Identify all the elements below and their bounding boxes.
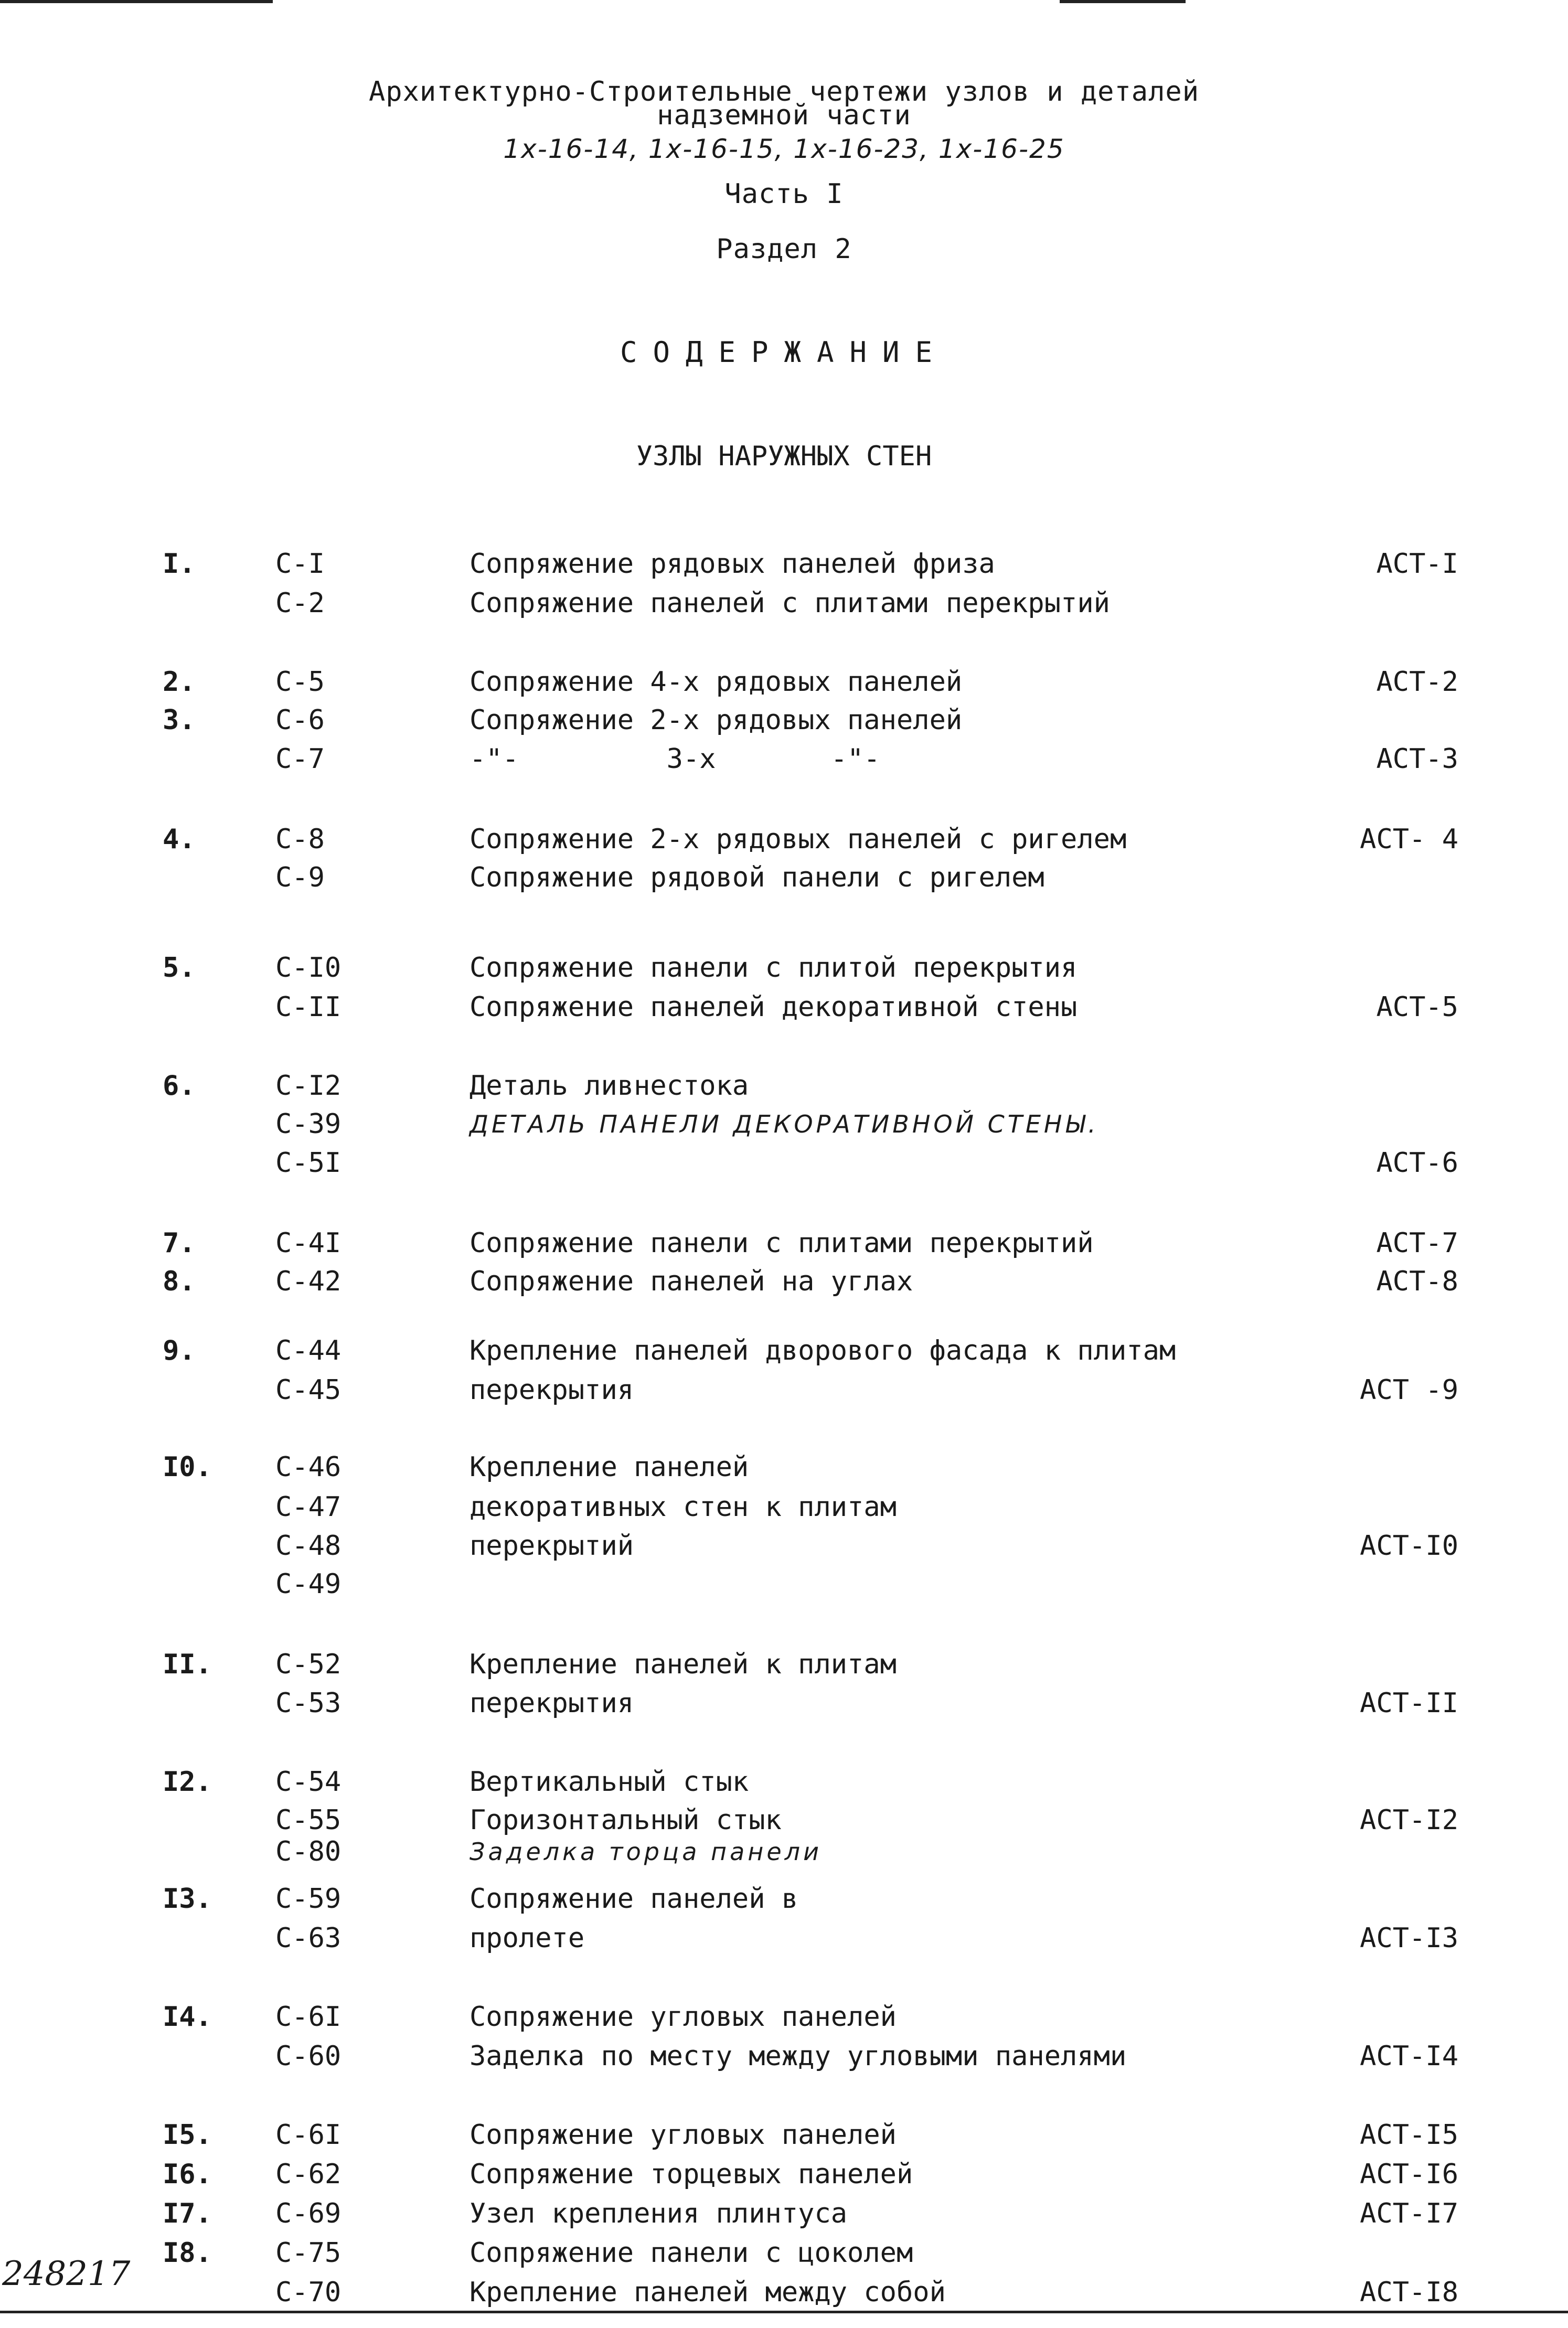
node-description: Сопряжение панели с плитами перекрытий [470, 1227, 1094, 1259]
node-code: С-49 [275, 1568, 342, 1600]
table-row [0, 2038, 1568, 2075]
row-number: 9. [163, 1335, 196, 1366]
section-title: УЗЛЫ НАРУЖНЫХ СТЕН [636, 441, 932, 472]
node-description: Сопряжение панелей с плитами перекрытий [470, 588, 1110, 619]
node-description: Деталь ливнестока [470, 1070, 749, 1102]
section-label: Раздел 2 [716, 233, 852, 265]
node-description: Горизонтальный стык [470, 1804, 782, 1836]
node-code: С-7 [275, 743, 325, 775]
node-code: С-2 [275, 588, 325, 619]
node-code: С-6I [275, 2119, 342, 2151]
node-description: пролете [470, 1923, 585, 1954]
node-code: С-54 [275, 1766, 342, 1798]
row-number: 2. [163, 666, 196, 698]
sheet-reference: АСТ-I5 [1360, 2119, 1458, 2151]
node-code: С-75 [275, 2237, 342, 2269]
archive-stamp-number: 248217 [2, 2255, 131, 2293]
row-number: I5. [163, 2119, 212, 2151]
node-code: С-63 [275, 1923, 342, 1954]
contents-title: СОДЕРЖАНИЕ [620, 336, 948, 369]
table-row [0, 1566, 1568, 1603]
node-code: С-69 [275, 2198, 342, 2229]
table-row [0, 859, 1568, 896]
table-row [0, 1489, 1568, 1525]
node-description: Крепление панелей [470, 1451, 749, 1483]
node-code: С-59 [275, 1883, 342, 1915]
node-description: Сопряжение 2-х рядовых панелей [470, 704, 963, 736]
table-row [0, 1764, 1568, 1800]
row-number: 6. [163, 1070, 196, 1102]
table-row [0, 1999, 1568, 2035]
header-title-line1: Архитектурно-Строительные чертежи узлов и деталей [368, 76, 1200, 108]
row-number: I6. [163, 2159, 212, 2190]
table-row [0, 1067, 1568, 1104]
bottom-rule [0, 2311, 1568, 2313]
table-row [0, 989, 1568, 1026]
node-description: перекрытия [470, 1688, 634, 1719]
node-code: С-53 [275, 1688, 342, 1719]
node-description: Сопряжение рядовых панелей фриза [470, 548, 995, 580]
node-code: С-I0 [275, 952, 342, 984]
row-number: I3. [163, 1883, 212, 1915]
row-number: I2. [163, 1766, 212, 1798]
table-row [0, 1528, 1568, 1564]
node-description: перекрытия [470, 1374, 634, 1406]
row-number: 4. [163, 824, 196, 855]
node-description: Сопряжение торцевых панелей [470, 2159, 913, 2190]
node-description: Заделка торца панели [470, 1838, 822, 1866]
node-code: С-44 [275, 1335, 342, 1366]
node-code: С-9 [275, 862, 325, 893]
node-code: С-52 [275, 1649, 342, 1680]
table-row [0, 1263, 1568, 1300]
node-description: Крепление панелей дворового фасада к плитам [470, 1335, 1176, 1366]
sheet-reference: АСТ-I2 [1360, 1804, 1458, 1836]
node-description: Крепление панелей к плитам [470, 1649, 897, 1680]
table-row [0, 1449, 1568, 1486]
sheet-reference: АСТ-5 [1376, 991, 1458, 1023]
node-code: С-45 [275, 1374, 342, 1406]
series-numbers: 1х-16-14, 1х-16-15, 1х-16-23, 1х-16-25 [503, 134, 1065, 164]
node-code: С-48 [275, 1530, 342, 1562]
node-code: С-6I [275, 2001, 342, 2033]
node-code: С-80 [275, 1836, 342, 1867]
sheet-reference: АСТ-II [1360, 1688, 1458, 1719]
sheet-reference: АСТ-I8 [1360, 2277, 1458, 2308]
table-row [0, 702, 1568, 739]
top-edge-mark-left [0, 0, 273, 3]
node-description: Заделка по месту между угловыми панелями [470, 2041, 1127, 2072]
node-description: Узел крепления плинтуса [470, 2198, 848, 2229]
table-row [0, 1685, 1568, 1722]
node-code: С-5 [275, 666, 325, 698]
sheet-reference: АСТ- 4 [1360, 824, 1458, 855]
sheet-reference: АСТ-I4 [1360, 2041, 1458, 2072]
table-row [0, 2156, 1568, 2193]
table-row [0, 2274, 1568, 2311]
table-row [0, 1881, 1568, 1917]
node-code: С-42 [275, 1266, 342, 1297]
table-row [0, 585, 1568, 622]
table-row [0, 546, 1568, 582]
sheet-reference: АСТ-I3 [1360, 1923, 1458, 1954]
table-row [0, 2195, 1568, 2232]
part-label: Часть I [724, 178, 844, 210]
table-row [0, 1372, 1568, 1408]
node-code: С-I [275, 548, 325, 580]
row-number: I0. [163, 1451, 212, 1483]
node-description: декоративных стен к плитам [470, 1491, 897, 1523]
row-number: II. [163, 1649, 212, 1680]
node-code: С-8 [275, 824, 325, 855]
table-row [0, 1833, 1568, 1870]
table-row [0, 1920, 1568, 1957]
node-code: С-62 [275, 2159, 342, 2190]
table-row [0, 741, 1568, 777]
node-code: С-39 [275, 1108, 342, 1140]
table-row [0, 664, 1568, 700]
node-code: С-47 [275, 1491, 342, 1523]
node-code: С-5I [275, 1147, 342, 1179]
node-description: ДЕТАЛЬ ПАНЕЛИ ДЕКОРАТИВНОЙ СТЕНЫ. [470, 1110, 1099, 1138]
table-row [0, 821, 1568, 858]
row-number: I. [163, 548, 196, 580]
header-title-line2: надземной части [657, 100, 911, 131]
row-number: 3. [163, 704, 196, 736]
node-code: С-II [275, 991, 342, 1023]
table-row [0, 1646, 1568, 1683]
node-description: Сопряжение панелей на углах [470, 1266, 913, 1297]
node-code: С-4I [275, 1227, 342, 1259]
node-code: С-46 [275, 1451, 342, 1483]
node-code: С-70 [275, 2277, 342, 2308]
row-number: 8. [163, 1266, 196, 1297]
row-number: 5. [163, 952, 196, 984]
node-description: Сопряжение панели с плитой перекрытия [470, 952, 1078, 984]
sheet-reference: АСТ-I6 [1360, 2159, 1458, 2190]
sheet-reference: АСТ-3 [1376, 743, 1458, 775]
node-description: Сопряжение панели с цоколем [470, 2237, 913, 2269]
sheet-reference: АСТ-2 [1376, 666, 1458, 698]
row-number: I8. [163, 2237, 212, 2269]
table-row [0, 2235, 1568, 2271]
row-number: I7. [163, 2198, 212, 2229]
row-number: I4. [163, 2001, 212, 2033]
sheet-reference: АСТ-I0 [1360, 1530, 1458, 1562]
sheet-reference: АСТ -9 [1360, 1374, 1458, 1406]
table-row [0, 1225, 1568, 1262]
sheet-reference: АСТ-I [1376, 548, 1458, 580]
node-description: Сопряжение панелей декоративной стены [470, 991, 1078, 1023]
node-description: Сопряжение 2-х рядовых панелей с ригелем [470, 824, 1127, 855]
node-code: С-60 [275, 2041, 342, 2072]
table-row [0, 949, 1568, 986]
node-description: Сопряжение 4-х рядовых панелей [470, 666, 963, 698]
node-description: Сопряжение угловых панелей [470, 2001, 897, 2033]
node-code: С-6 [275, 704, 325, 736]
node-description: -"- 3-х -"- [470, 743, 880, 775]
sheet-reference: АСТ-8 [1376, 1266, 1458, 1297]
table-row [0, 2117, 1568, 2153]
node-description: перекрытий [470, 1530, 634, 1562]
table-row [0, 1106, 1568, 1142]
sheet-reference: АСТ-6 [1376, 1147, 1458, 1179]
node-description: Сопряжение панелей в [470, 1883, 798, 1915]
top-edge-mark-right [1060, 0, 1186, 3]
node-description: Вертикальный стык [470, 1766, 749, 1798]
node-description: Крепление панелей между собой [470, 2277, 946, 2308]
node-code: С-55 [275, 1804, 342, 1836]
sheet-reference: АСТ-I7 [1360, 2198, 1458, 2229]
table-row [0, 1332, 1568, 1369]
row-number: 7. [163, 1227, 196, 1259]
sheet-reference: АСТ-7 [1376, 1227, 1458, 1259]
table-row [0, 1145, 1568, 1181]
node-description: Сопряжение рядовой панели с ригелем [470, 862, 1044, 893]
node-code: С-I2 [275, 1070, 342, 1102]
node-description: Сопряжение угловых панелей [470, 2119, 897, 2151]
